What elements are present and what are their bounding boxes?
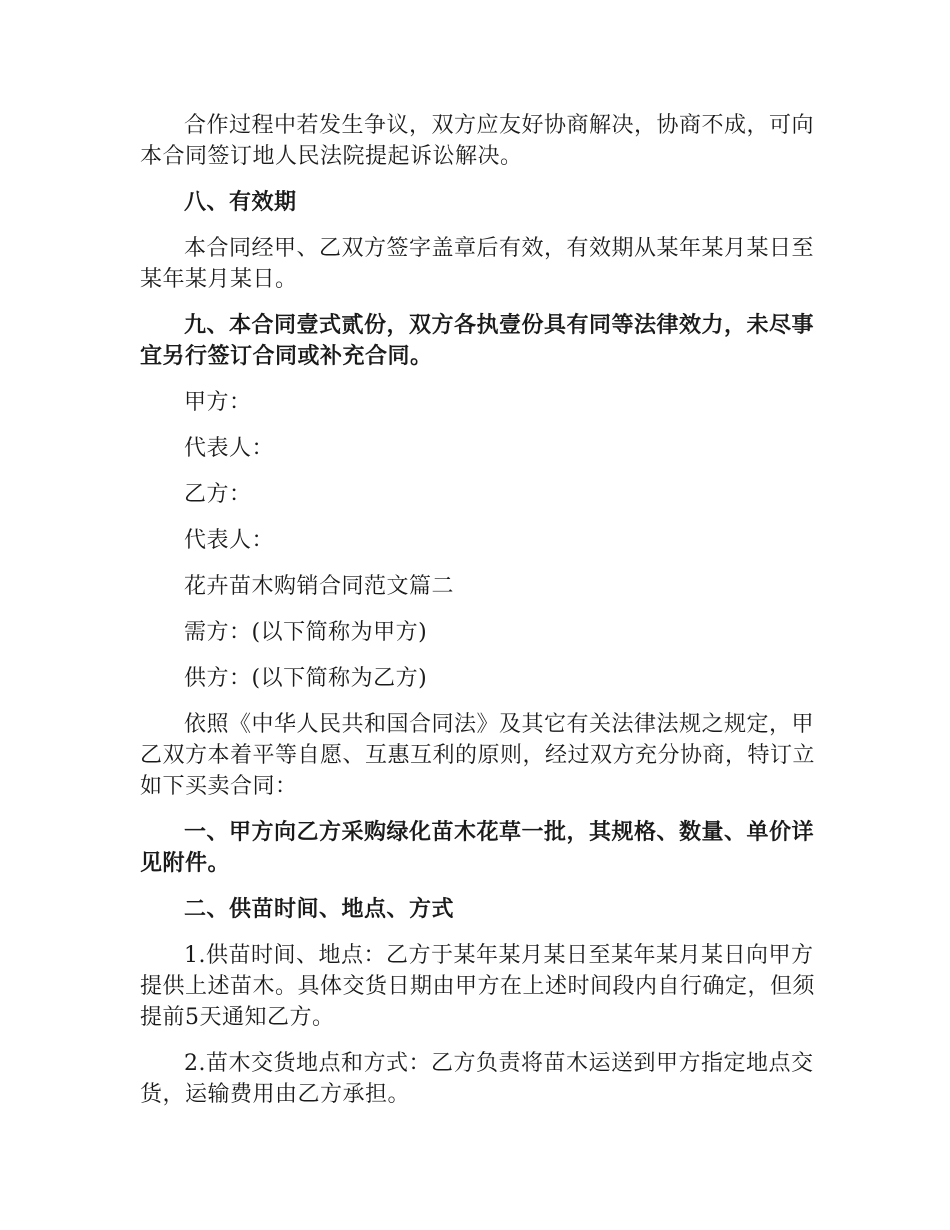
heading-copies-clause: 九、本合同壹式贰份，双方各执壹份具有同等法律效力，未尽事宜另行签订合同或补充合同。	[140, 312, 815, 369]
document-body	[140, 110, 820, 1125]
heading-clause-one: 一、甲方向乙方采购绿化苗木花草一批，其规格、数量、单价详见附件。	[140, 819, 815, 876]
paragraph-preamble: 依照《中华人民共和国合同法》及其它有关法律法规之规定，甲乙双方本着平等自愿、互惠互利的原则，经过双方充分协商，特订立如下买卖合同：	[140, 712, 816, 799]
signature-representative-a: 代表人：	[184, 436, 275, 461]
supplier-line: 供方：(以下简称为乙方)	[184, 666, 428, 691]
paragraph-dispute-resolution: 合作过程中若发生争议，双方应友好协商解决，协商不成，可向本合同签订地人民法院提起诉讼解决。	[140, 113, 815, 169]
buyer-line: 需方：(以下简称为甲方)	[184, 620, 428, 645]
heading-validity-period: 八、有效期	[184, 189, 297, 215]
paragraph-supply-time-place: 1.供苗时间、地点：乙方于某年某月某日至某年某月某日向甲方提供上述苗木。具体交货日期由甲方在上述时间段内自行确定，但须提前5天通知乙方。	[140, 943, 816, 1030]
paragraph-delivery-method: 2.苗木交货地点和方式：乙方负责将苗木运送到甲方指定地点交货，运输费用由乙方承担。	[140, 1051, 814, 1107]
section-title-sample-two: 花卉苗木购销合同范文篇二	[184, 574, 455, 599]
signature-party-b: 乙方：	[184, 482, 252, 507]
heading-clause-two: 二、供苗时间、地点、方式	[184, 896, 455, 922]
paragraph-validity-period: 本合同经甲、乙双方签字盖章后有效，有效期从某年某月某日至某年某月某日。	[140, 236, 815, 292]
signature-party-a: 甲方：	[184, 390, 252, 415]
signature-representative-b: 代表人：	[184, 528, 275, 553]
